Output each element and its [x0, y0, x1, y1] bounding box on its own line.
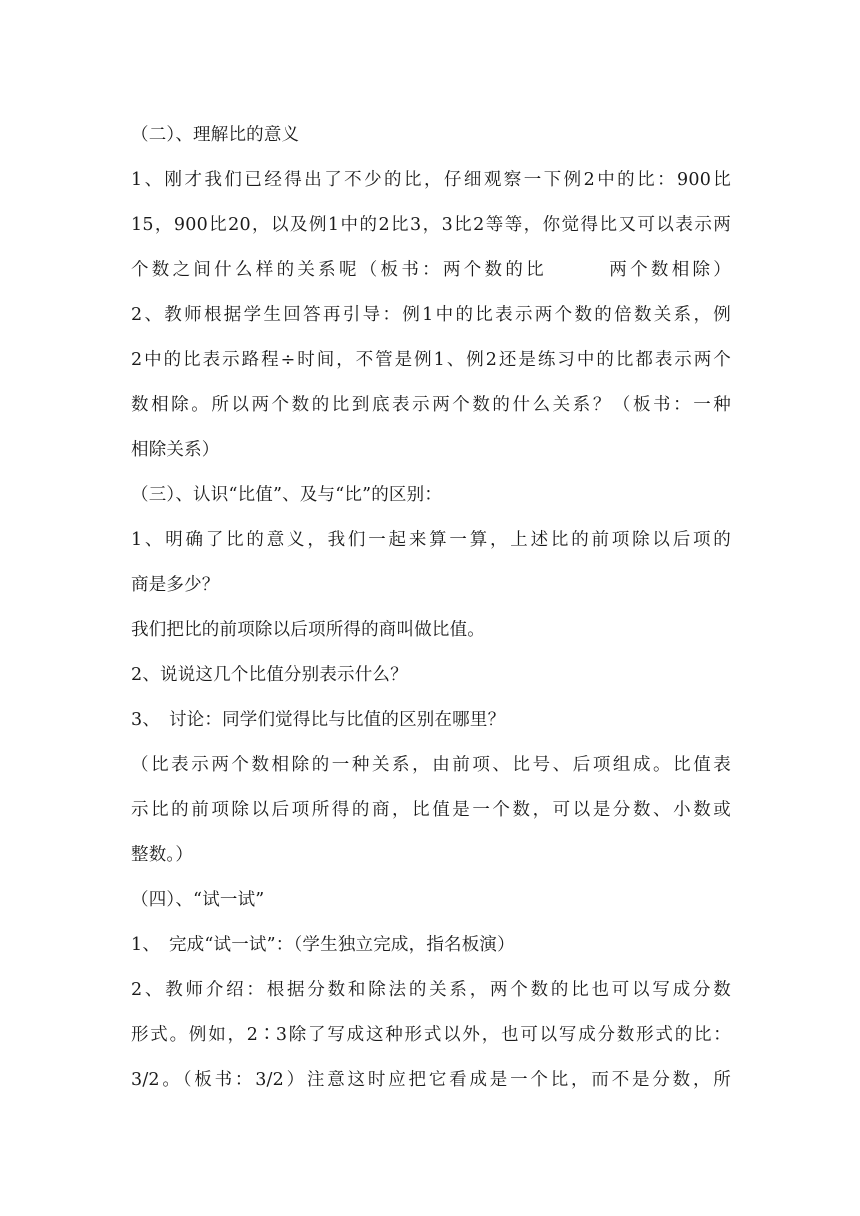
- text-line: 1、 完成“试一试”：（学生独立完成，指名板演）: [131, 935, 515, 955]
- text-line: 1、明确了比的意义，我们一起来算一算，上述比的前项除以后项的: [131, 530, 731, 550]
- text-line: 2、教师根据学生回答再引导：例1中的比表示两个数的倍数关系，例: [131, 305, 731, 325]
- text-line: 形式。例如，2∶3除了写成这种形式以外，也可以写成分数形式的比：: [131, 1025, 731, 1045]
- text-line: 3/2。（板书：3/2）注意这时应把它看成是一个比，而不是分数，所: [131, 1070, 731, 1090]
- text-line: （三）、认识“比值”、及与“比”的区别：: [131, 485, 443, 505]
- text-line: 个数之间什么样的关系呢（板书：两个数的比 两个数相除）: [131, 260, 731, 280]
- text-line: （比表示两个数相除的一种关系，由前项、比号、后项组成。比值表: [131, 755, 731, 775]
- text-line: 相除关系）: [131, 440, 220, 460]
- text-line: 数相除。所以两个数的比到底表示两个数的什么关系？（板书：一种: [131, 395, 731, 415]
- document-body: [131, 113, 731, 1103]
- text-line: 3、 讨论：同学们觉得比与比值的区别在哪里？: [131, 710, 506, 730]
- text-line: 1、刚才我们已经得出了不少的比，仔细观察一下例2中的比：900比: [131, 170, 731, 190]
- text-line: 我们把比的前项除以后项所得的商叫做比值。: [131, 620, 485, 640]
- text-line: 整数。）: [131, 845, 194, 865]
- text-line: 15，900比20，以及例1中的2比3，3比2等等，你觉得比又可以表示两: [131, 215, 731, 235]
- text-line: 2、教师介绍：根据分数和除法的关系，两个数的比也可以写成分数: [131, 980, 731, 1000]
- text-line: （四）、“试一试”: [131, 890, 265, 910]
- text-line: 示比的前项除以后项所得的商，比值是一个数，可以是分数、小数或: [131, 800, 731, 820]
- text-line: （二）、理解比的意义: [131, 125, 300, 145]
- text-line: 2、说说这几个比值分别表示什么？: [131, 665, 408, 685]
- text-line: 2中的比表示路程÷时间，不管是例1、例2还是练习中的比都表示两个: [131, 350, 731, 370]
- text-line: 商是多少？: [131, 575, 220, 595]
